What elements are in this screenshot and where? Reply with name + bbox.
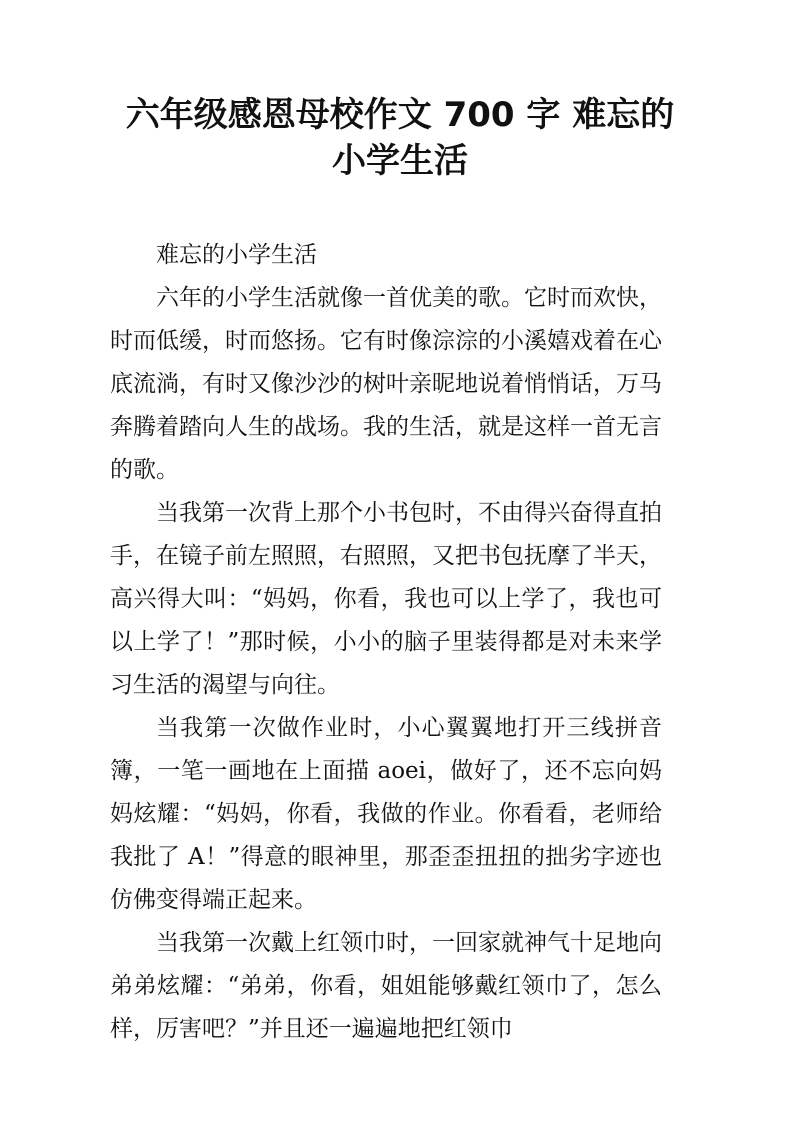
paragraph: 当我第一次戴上红领巾时，一回家就神气十足地向弟弟炫耀：“弟弟，你看，姐姐能够戴红领巾了，怎么样，厉害吧？”并且还一遍遍地把红领巾 — [110, 930, 662, 1042]
document-title: 六年级感恩母校作文 700 字 难忘的小学生活 — [125, 95, 675, 181]
document-body — [110, 234, 662, 1051]
subtitle: 难忘的小学生活 — [156, 242, 317, 268]
paragraph: 六年的小学生活就像一首优美的歌。它时而欢快，时而低缓，时而悠扬。它有时像淙淙的小溪嬉戏着在心底流淌，有时又像沙沙的树叶亲昵地说着悄悄话，万马奔腾着踏向人生的战场。我的生活，就是这样一首无言的歌。 — [110, 285, 662, 483]
paragraph: 当我第一次背上那个小书包时，不由得兴奋得直拍手，在镜子前左照照，右照照，又把书包抚摩了半天，高兴得大叫：“妈妈，你看，我也可以上学了，我也可以上学了！”那时候，小小的脑子里装得都是对未来学习生活的渴望与向往。 — [110, 500, 662, 698]
paragraph: 当我第一次做作业时，小心翼翼地打开三线拼音簿，一笔一画地在上面描 aoei，做好了，还不忘向妈妈炫耀：“妈妈，你看，我做的作业。你看看，老师给我批了 A！”得意的眼神里，那歪歪扭扭的拙劣字迹也仿佛变得端正起来。 — [110, 715, 662, 913]
